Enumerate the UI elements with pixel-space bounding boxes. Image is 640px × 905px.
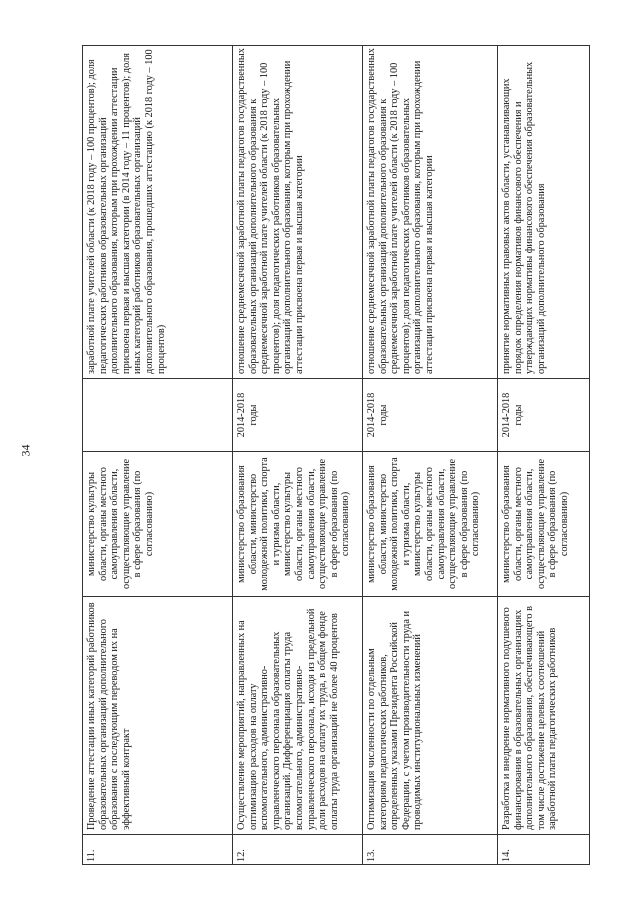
event-cell: Осуществление мероприятий, направленных на оптимизацию расходов на оплату вспомогательного, административно-управленческого персонала образовательных организаций. Дифференциация оплаты труда вспомогательного, административно-управленческого персонала, исходя из предельной доли расходов на оплату их труда, в общем фонде оплаты труда организаций не более 40 процентов [233,596,362,834]
measures-table [82,45,590,865]
event-cell: Разработка и внедрение нормативного подушевого финансирования в образовательных организациях дополнительного образования, обеспечивающего в том числе достижение целевых соотношений заработной платы педагогических работников [498,596,589,834]
indicator-cell: заработной плате учителей области (к 2018 году – 100 процентов); доля педагогических работников образовательных организаций дополнительного образования, которым при прохождении аттестации присвоена первая и высшая категории (в 2014 году – 11 процентов); доля иных категорий работников образовательных организаций дополнительного образования, прошедших аттестацию (к 2018 году – 100 процентов) [86,49,167,374]
event-cell: Оптимизация численности по отдельным категориям педагогических работников, определенных указами Президента Российской Федерации, с учетом производительности труда и проводимых институциональных изменений [363,596,497,834]
indicator-cell: отношение среднемесячной заработной платы педагогов государственных образовательных организаций дополнительного образования к среднемесячной заработной плате учителей области (к 2018 году – 100 процентов); доля педагогических работников образовательных организаций дополнительного образования, которым при прохождении аттестации присвоена первая и высшая категории [366,48,435,374]
row-number: 11. [83,834,232,864]
table-row-14 [497,45,590,865]
term-cell [83,378,232,451]
executor-cell: министерство образования области, органы местного самоуправления области, осуществляющие управление в сфере образования (по согласованию) [498,451,589,596]
indicator-cell: отношение среднемесячной заработной платы педагогов государственных образовательных организаций дополнительного образования к среднемесячной заработной плате учителей области (к 2018 году – 100 процентов); доля педагогических работников образовательных организаций дополнительного образования, которым при прохождении аттестации присвоена первая и высшая категории [236,48,305,374]
page-number: 34 [18,444,33,457]
executor-cell: министерство образования области, министерство молодежной политики, спорта и туризма области, министерство культуры области, органы местного самоуправления области, осуществляющие управление в сфере образования (по согласованию) [363,451,497,596]
executor-cell: министерство образования области, министерство молодежной политики, спорта и туризма области, министерство культуры области, органы местного самоуправления области, осуществляющие управление в сфере образования (по согласованию) [233,451,362,596]
indicator-cell: принятие нормативных правовых актов области, устанавливающих порядок определения нормативов финансового обеспечения и утверждающих нормативы финансового обеспечения образовательных организаций дополнительного образования [501,61,547,374]
rotated-table-wrapper [82,45,590,865]
term-cell: 2014-2018 годы [233,378,362,451]
executor-cell: министерство культуры области, органы местного самоуправления области, осуществляющие управление в сфере образования (по согласованию) [83,451,232,596]
term-cell: 2014-2018 годы [363,378,497,451]
event-cell: Проведение аттестации иных категорий работников образовательных организаций дополнительного образования с последующим переводом их на эффективный контракт [83,596,232,834]
term-cell: 2014-2018 годы [498,378,589,451]
row-number: 13. [363,834,497,864]
table-row-12 [232,45,362,865]
table-row-13 [362,45,497,865]
row-number: 14. [498,834,589,864]
table-row-11 [82,45,232,865]
row-number: 12. [233,834,362,864]
